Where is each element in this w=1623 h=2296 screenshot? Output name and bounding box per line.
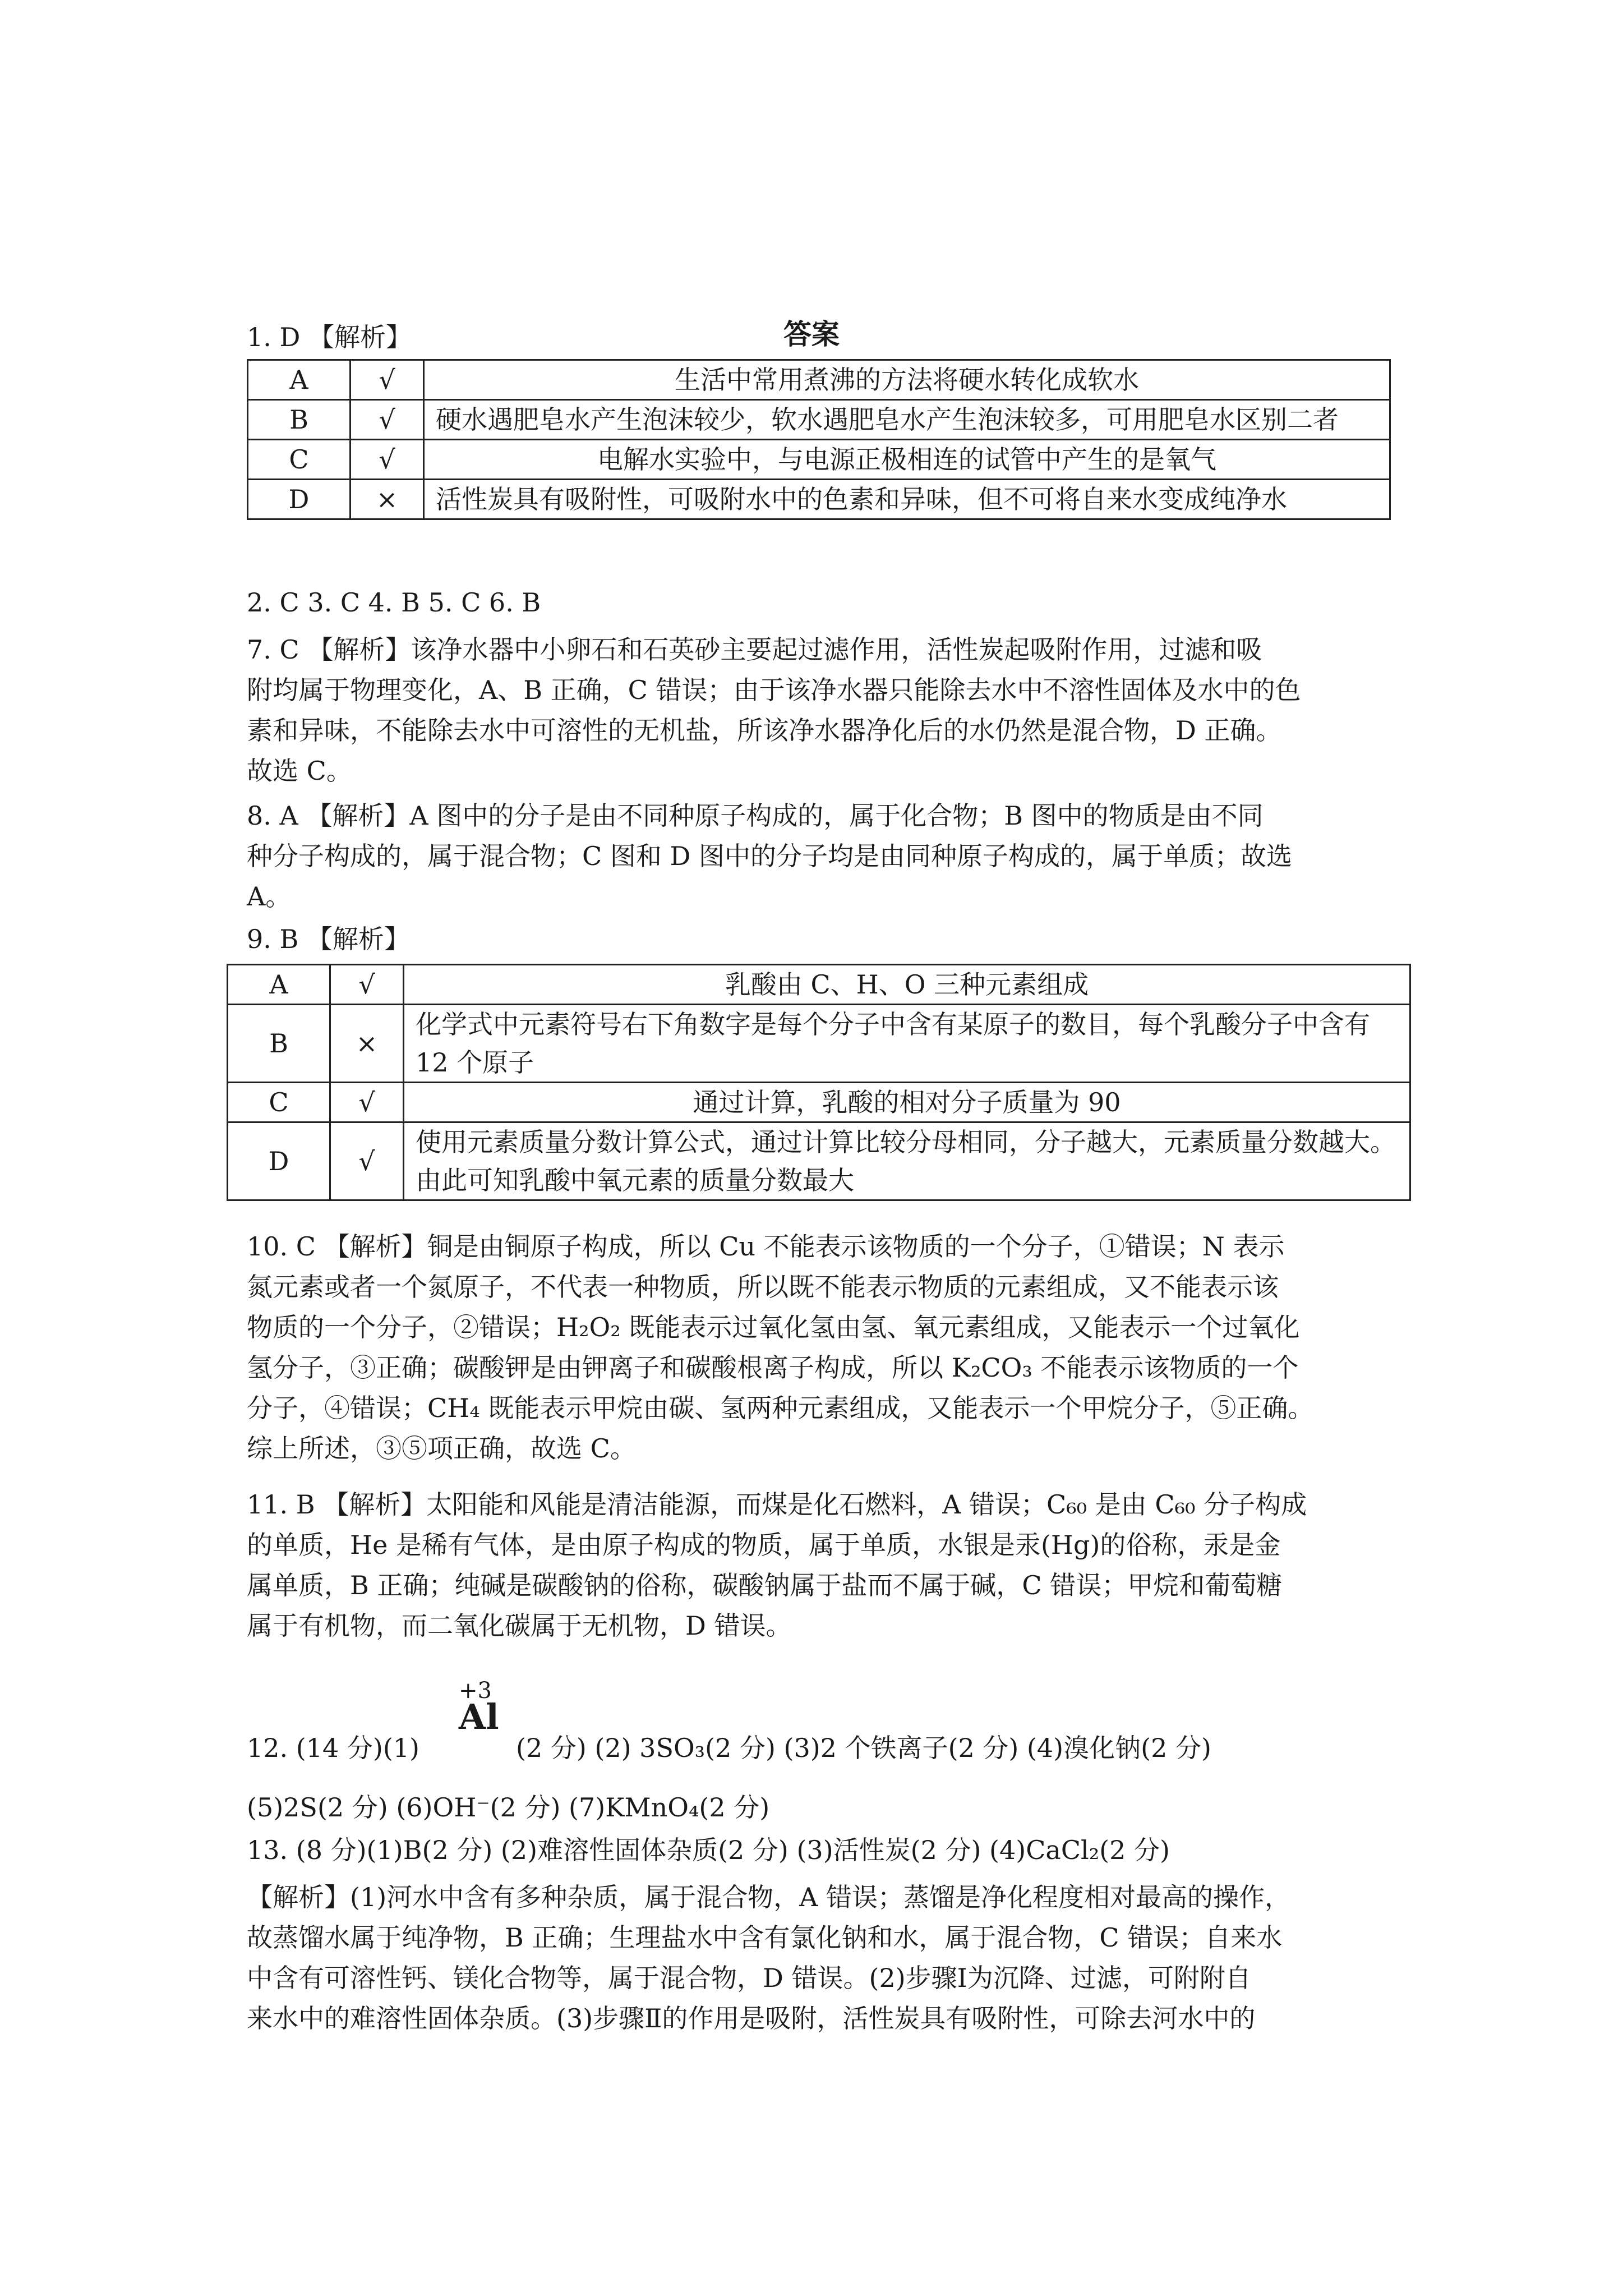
q13-line: 中含有可溶性钙、镁化合物等，属于混合物，D 错误。(2)步骤Ⅰ为沉降、过滤，可附附自 <box>247 1963 1251 1993</box>
q11-line: 属于有机物，而二氧化碳属于无机物，D 错误。 <box>247 1611 792 1641</box>
q12-line-start: 12. (14 分)(1) <box>247 1733 419 1763</box>
table-row <box>248 480 1390 519</box>
q13-line: 【解析】(1)河水中含有多种杂质，属于混合物，A 错误；蒸馏是净化程度相对最高的操作， <box>247 1882 1291 1912</box>
q7-line: 附均属于物理变化，A、B 正确，C 错误；由于该净水器只能除去水中不溶性固体及水中的色 <box>247 675 1301 705</box>
page-title: 答案 <box>783 318 840 351</box>
judgement-cell: √ <box>351 400 424 440</box>
q11-line: 的单质，He 是稀有气体，是由原子构成的物质，属于单质，水银是汞(Hg)的俗称，汞是金 <box>247 1530 1281 1560</box>
q1-heading: 1. D 【解析】 <box>247 322 412 352</box>
q8-line: 8. A 【解析】A 图中的分子是由不同种原子构成的，属于化合物；B 图中的物质是由不同 <box>247 800 1264 831</box>
option-cell: A <box>228 965 330 1005</box>
q12-line-rest: (2 分) (2) 3SO₃(2 分) (3)2 个铁离子(2 分) (4)溴化钠(2 分) <box>516 1733 1211 1763</box>
q8-line: 种分子构成的，属于混合物；C 图和 D 图中的分子均是由同种原子构成的，属于单质；故选 <box>247 841 1292 871</box>
explanation-cell: 硬水遇肥皂水产生泡沫较少，软水遇肥皂水产生泡沫较多，可用肥皂水区别二者 <box>424 400 1390 440</box>
judgement-cell: √ <box>351 360 424 400</box>
explanation-cell: 使用元素质量分数计算公式，通过计算比较分母相同，分子越大，元素质量分数越大。由此可知乳酸中氧元素的质量分数最大 <box>404 1122 1410 1200</box>
option-cell: D <box>228 1122 330 1200</box>
aluminium-symbol: Al <box>459 1696 499 1737</box>
q8-line: A。 <box>247 881 292 912</box>
explanation-cell: 乳酸由 C、H、O 三种元素组成 <box>404 965 1410 1005</box>
judgement-cell: √ <box>330 1122 404 1200</box>
option-cell: C <box>228 1083 330 1122</box>
q10-line: 氮元素或者一个氮原子，不代表一种物质，所以既不能表示物质的元素组成，又不能表示该 <box>247 1272 1279 1302</box>
q9-heading: 9. B 【解析】 <box>247 924 410 954</box>
q9-analysis-table <box>227 964 1411 1201</box>
judgement-cell: √ <box>330 965 404 1005</box>
answers-2-6: 2. C 3. C 4. B 5. C 6. B <box>247 587 541 618</box>
q10-line: 氢分子，③正确；碳酸钾是由钾离子和碳酸根离子构成，所以 K₂CO₃ 不能表示该物质的一个 <box>247 1352 1299 1383</box>
option-cell: C <box>248 440 351 480</box>
judgement-cell: √ <box>351 440 424 480</box>
judgement-cell: × <box>330 1005 404 1083</box>
judgement-cell: × <box>351 480 424 519</box>
table-row <box>228 965 1410 1005</box>
oxidation-state-label: +3 <box>459 1678 492 1704</box>
q12-line-2: (5)2S(2 分) (6)OH⁻(2 分) (7)KMnO₄(2 分) <box>247 1792 770 1823</box>
judgement-cell: √ <box>330 1083 404 1122</box>
q1-analysis-table <box>247 359 1391 520</box>
explanation-cell: 化学式中元素符号右下角数字是每个分子中含有某原子的数目，每个乳酸分子中含有 12 个原子 <box>404 1005 1410 1083</box>
q10-line: 10. C 【解析】铜是由铜原子构成，所以 Cu 不能表示该物质的一个分子，①错误；N 表示 <box>247 1231 1285 1262</box>
explanation-cell: 通过计算，乳酸的相对分子质量为 90 <box>404 1083 1410 1122</box>
option-cell: A <box>248 360 351 400</box>
q13-line: 来水中的难溶性固体杂质。(3)步骤Ⅱ的作用是吸附，活性炭具有吸附性，可除去河水中的 <box>247 2003 1256 2033</box>
q11-line: 属单质，B 正确；纯碱是碳酸钠的俗称，碳酸钠属于盐而不属于碱，C 错误；甲烷和葡萄糖 <box>247 1570 1283 1600</box>
table-row <box>228 1122 1410 1200</box>
q7-line: 7. C 【解析】该净水器中小卵石和石英砂主要起过滤作用，活性炭起吸附作用，过滤和吸 <box>247 634 1262 665</box>
table-row <box>228 1083 1410 1122</box>
q11-line: 11. B 【解析】太阳能和风能是清洁能源，而煤是化石燃料，A 错误；C₆₀ 是由 C₆₀ 分子构成 <box>247 1489 1307 1520</box>
option-cell: B <box>228 1005 330 1083</box>
q10-line: 物质的一个分子，②错误；H₂O₂ 既能表示过氧化氢由氢、氧元素组成，又能表示一个过氧化 <box>247 1312 1300 1342</box>
option-cell: D <box>248 480 351 519</box>
q10-line: 分子，④错误；CH₄ 既能表示甲烷由碳、氢两种元素组成，又能表示一个甲烷分子，⑤正确。 <box>247 1393 1314 1423</box>
q13-line: 故蒸馏水属于纯净物，B 正确；生理盐水中含有氯化钠和水，属于混合物，C 错误；自来水 <box>247 1922 1283 1953</box>
q7-line: 素和异味，不能除去水中可溶性的无机盐，所该净水器净化后的水仍然是混合物，D 正确。 <box>247 715 1282 746</box>
explanation-cell: 电解水实验中，与电源正极相连的试管中产生的是氧气 <box>424 440 1390 480</box>
option-cell: B <box>248 400 351 440</box>
table-row <box>228 1005 1410 1083</box>
table-row <box>248 360 1390 400</box>
explanation-cell: 生活中常用煮沸的方法将硬水转化成软水 <box>424 360 1390 400</box>
explanation-cell: 活性炭具有吸附性，可吸附水中的色素和异味，但不可将自来水变成纯净水 <box>424 480 1390 519</box>
table-row <box>248 440 1390 480</box>
q13-heading: 13. (8 分)(1)B(2 分) (2)难溶性固体杂质(2 分) (3)活性炭(2 分) (4)CaCl₂(2 分) <box>247 1835 1170 1865</box>
q10-line: 综上所述，③⑤项正确，故选 C。 <box>247 1433 636 1464</box>
q7-line: 故选 C。 <box>247 756 352 786</box>
table-row <box>248 400 1390 440</box>
